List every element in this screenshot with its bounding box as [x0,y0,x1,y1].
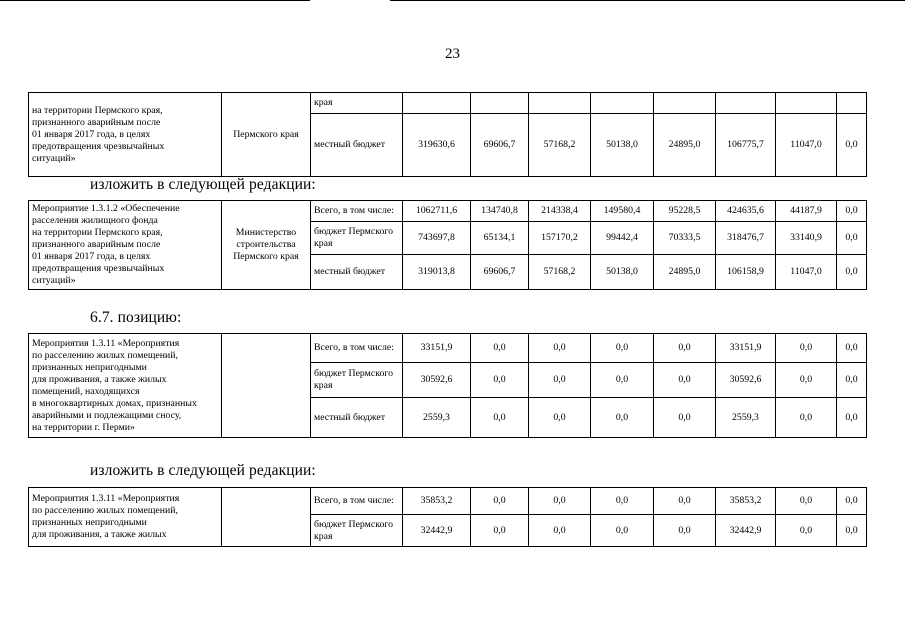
value-cell: 743697,8 [403,222,471,255]
value-cell: 214338,4 [529,201,591,222]
value-cell: 0,0 [591,363,654,398]
value-cell: 106775,7 [716,114,776,177]
value-cell: 35853,2 [403,488,471,515]
table-row [29,93,867,114]
value-cell: 424635,6 [716,201,776,222]
value-cell: 0,0 [837,222,867,255]
executor-name: Министерство строительства Пермского края [233,227,299,262]
value-cell: 69606,7 [471,114,529,177]
value-cell: 0,0 [471,488,529,515]
value-cell: 0,0 [776,334,837,363]
table-program-1311-old [28,333,867,438]
section-heading-new-edition-2: изложить в следующей редакции: [90,462,316,479]
funding-source-cell: бюджет Пермского края [311,222,403,255]
top-border-right [390,0,905,1]
value-cell: 0,0 [837,363,867,398]
measure-description: на территории Пермского края, признанного аварийным после 01 января 2017 года, в целях предотвращения чрезвычайных ситуаций» [32,104,165,164]
value-cell: 95228,5 [654,201,716,222]
value-cell [776,93,837,114]
value-cell: 33140,9 [776,222,837,255]
value-cell: 106158,9 [716,255,776,290]
value-cell: 0,0 [591,398,654,438]
value-cell [837,93,867,114]
value-cell: 32442,9 [403,515,471,547]
value-cell: 0,0 [654,488,716,515]
table-row [29,334,867,363]
top-border-left [0,0,310,1]
value-cell: 134740,8 [471,201,529,222]
funding-source-cell: края [311,93,403,114]
value-cell: 99442,4 [591,222,654,255]
value-cell: 0,0 [837,488,867,515]
value-cell: 0,0 [837,398,867,438]
value-cell: 157170,2 [529,222,591,255]
value-cell: 11047,0 [776,114,837,177]
funding-source-cell: местный бюджет [311,114,403,177]
measure-description-cell [29,201,222,290]
executor-name: Пермского края [233,128,299,140]
measure-description: Мероприятия 1.3.11 «Мероприятия по расселению жилых помещений, признанных непригодными для проживания, а также жилых помещений, находящихся в многоквартирных домах, признанных аварийными и подлежащими сносу, на территории г. Перми» [32,337,197,433]
value-cell: 0,0 [471,515,529,547]
measure-description-cell [29,488,222,547]
funding-source-cell: Всего, в том числе: [311,488,403,515]
executor-cell [222,93,311,177]
value-cell [471,93,529,114]
value-cell: 0,0 [776,488,837,515]
value-cell: 11047,0 [776,255,837,290]
value-cell: 0,0 [654,363,716,398]
value-cell: 0,0 [529,363,591,398]
value-cell: 0,0 [529,515,591,547]
value-cell: 0,0 [654,515,716,547]
value-cell: 0,0 [529,334,591,363]
value-cell [591,93,654,114]
value-cell: 30592,6 [403,363,471,398]
value-cell: 24895,0 [654,114,716,177]
value-cell: 319630,6 [403,114,471,177]
value-cell: 32442,9 [716,515,776,547]
value-cell: 70333,5 [654,222,716,255]
value-cell: 0,0 [471,398,529,438]
page-number: 23 [445,46,460,62]
funding-source-cell: местный бюджет [311,255,403,290]
section-heading-6-7: 6.7. позицию: [90,309,182,326]
value-cell: 2559,3 [403,398,471,438]
value-cell: 1062711,6 [403,201,471,222]
value-cell: 2559,3 [716,398,776,438]
funding-source-cell: бюджет Пермского края [311,515,403,547]
value-cell: 50138,0 [591,255,654,290]
value-cell: 50138,0 [591,114,654,177]
value-cell: 0,0 [837,255,867,290]
value-cell: 0,0 [776,363,837,398]
value-cell: 57168,2 [529,114,591,177]
value-cell [403,93,471,114]
value-cell: 319013,8 [403,255,471,290]
value-cell: 0,0 [529,398,591,438]
executor-cell [222,201,311,290]
value-cell: 0,0 [654,398,716,438]
funding-source-cell: Всего, в том числе: [311,201,403,222]
funding-source-cell: Всего, в том числе: [311,334,403,363]
value-cell: 318476,7 [716,222,776,255]
value-cell: 149580,4 [591,201,654,222]
value-cell: 69606,7 [471,255,529,290]
value-cell: 0,0 [654,334,716,363]
value-cell: 0,0 [529,488,591,515]
value-cell: 0,0 [837,114,867,177]
value-cell: 33151,9 [403,334,471,363]
value-cell: 65134,1 [471,222,529,255]
table-program-1 [28,92,867,177]
table-row [29,488,867,515]
value-cell: 0,0 [591,515,654,547]
value-cell: 33151,9 [716,334,776,363]
value-cell: 0,0 [776,515,837,547]
section-heading-new-edition-1: изложить в следующей редакции: [90,176,316,193]
value-cell [654,93,716,114]
value-cell: 44187,9 [776,201,837,222]
executor-cell [222,334,311,438]
funding-source-cell: местный бюджет [311,398,403,438]
value-cell: 0,0 [471,334,529,363]
measure-description: Мероприятия 1.3.11 «Мероприятия по расселению жилых помещений, признанных непригодными для проживания, а также жилых [32,493,180,540]
value-cell [716,93,776,114]
executor-cell [222,488,311,547]
value-cell: 0,0 [837,334,867,363]
value-cell [529,93,591,114]
value-cell: 57168,2 [529,255,591,290]
value-cell: 24895,0 [654,255,716,290]
value-cell: 0,0 [591,488,654,515]
measure-description-cell [29,93,222,177]
table-row [29,201,867,222]
measure-description: Мероприятие 1.3.1.2 «Обеспечение расселения жилищного фонда на территории Пермского края, признанного аварийным после 01 января 2017 года, в целях предотвращения чрезвычайных ситуаций» [32,203,180,286]
value-cell: 35853,2 [716,488,776,515]
value-cell: 0,0 [471,363,529,398]
value-cell: 0,0 [776,398,837,438]
measure-description-cell [29,334,222,438]
table-program-1312 [28,200,867,290]
value-cell: 0,0 [837,515,867,547]
funding-source-cell: бюджет Пермского края [311,363,403,398]
value-cell: 0,0 [591,334,654,363]
value-cell: 0,0 [837,201,867,222]
value-cell: 30592,6 [716,363,776,398]
table-program-1311-new [28,487,867,547]
